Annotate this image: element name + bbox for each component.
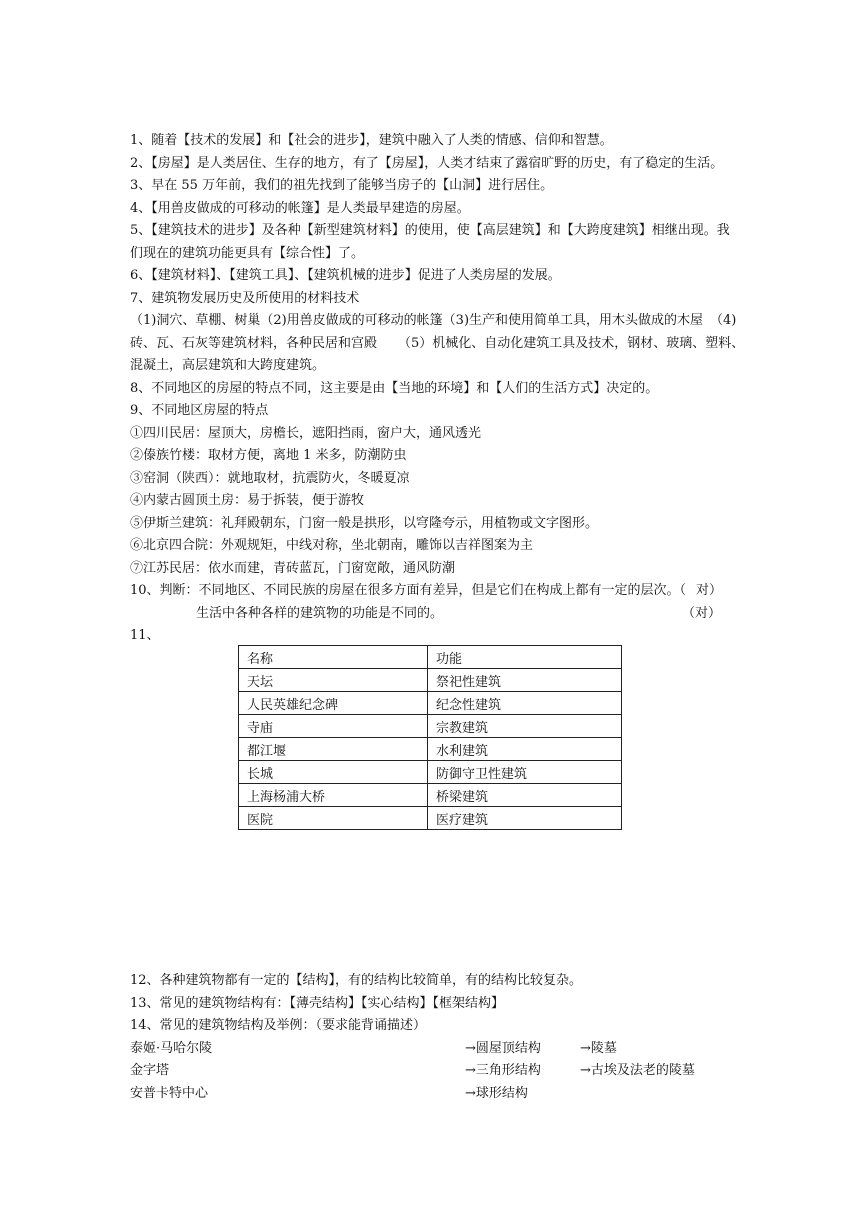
house-feature-5: ⑤伊斯兰建筑：礼拜殿朝东，门窗一般是拱形，以穹隆夸示，用植物或文字图形。 — [130, 516, 599, 531]
house-feature-4: ④内蒙古圆顶土房：易于拆装，便于游牧 — [130, 493, 365, 508]
cell-function: 宗教建筑 — [428, 715, 622, 738]
cell-function: 医疗建筑 — [428, 807, 622, 830]
cell-function: 防御守卫性建筑 — [428, 761, 622, 784]
header-name: 名称 — [239, 646, 428, 669]
note-6: 6、【建筑材料】、【建筑工具】、【建筑机械的进步】促进了人类房屋的发展。 — [130, 268, 561, 283]
table-row — [239, 669, 622, 692]
example-structure: →球形结构 — [465, 1086, 528, 1101]
cell-function: 水利建筑 — [428, 738, 622, 761]
note-11-label: 11、 — [130, 628, 160, 643]
house-feature-6: ⑥北京四合院：外观规矩，中线对称，坐北朝南，雕饰以吉祥图案为主 — [130, 538, 534, 553]
table-row — [239, 715, 622, 738]
note-14: 14、常见的建筑物结构及举例：（要求能背诵描述） — [130, 1018, 427, 1033]
example-structure: →圆屋顶结构 — [465, 1041, 541, 1056]
table-header-row — [239, 646, 622, 669]
table-body — [239, 646, 622, 830]
cell-name: 人民英雄纪念碑 — [239, 692, 428, 715]
house-feature-2: ②傣族竹楼：取材方便，离地 1 米多，防潮防虫 — [130, 448, 407, 463]
header-function: 功能 — [428, 646, 622, 669]
note-7-line-2: 砖、瓦、石灰等建筑材料，各种民居和宫殿 — [130, 336, 378, 351]
note-5-line-2: 们现在的建筑功能更具有【综合性】了。 — [130, 246, 365, 261]
cell-name: 天坛 — [239, 669, 428, 692]
example-name: 安普卡特中心 — [130, 1086, 209, 1101]
table-row — [239, 784, 622, 807]
example-note: →陵墓 — [580, 1041, 617, 1056]
example-structure: →三角形结构 — [465, 1063, 541, 1078]
cell-function: 纪念性建筑 — [428, 692, 622, 715]
note-7-line-1-tail: （4) — [710, 313, 737, 328]
house-feature-1: ①四川民居：屋顶大，房檐长，遮阳挡雨，窗户大，通风透光 — [130, 426, 482, 441]
note-10-answer-2: （对） — [682, 606, 722, 621]
table-row — [239, 761, 622, 784]
note-10-answer-1: 对） — [696, 583, 723, 598]
note-4: 4、【用兽皮做成的可移动的帐篷】是人类最早建造的房屋。 — [130, 201, 470, 216]
note-10-line-1: 10、判断：不同地区、不同民族的房屋在很多方面有差异，但是它们在构成上都有一定的层次。（ — [130, 583, 687, 598]
note-7-line-1: （1)洞穴、草棚、树巢（2)用兽皮做成的可移动的帐篷（3)生产和使用简单工具，用木头做成的木屋 — [130, 313, 704, 328]
note-7-line-3: 混凝土，高层建筑和大跨度建筑。 — [130, 358, 326, 373]
note-10-line-2: 生活中各种各样的建筑物的功能是不同的。 — [196, 606, 444, 621]
note-13: 13、常见的建筑物结构有：【薄壳结构】【实心结构】【框架结构】 — [130, 996, 505, 1011]
building-function-table — [238, 645, 622, 830]
cell-name: 寺庙 — [239, 715, 428, 738]
note-9-heading: 9、不同地区房屋的特点 — [130, 403, 269, 418]
note-2: 2、【房屋】是人类居住、生存的地方，有了【房屋】，人类才结束了露宿旷野的历史，有了稳定的生活。 — [130, 156, 724, 171]
cell-name: 医院 — [239, 807, 428, 830]
cell-name: 上海杨浦大桥 — [239, 784, 428, 807]
house-feature-7: ⑦江苏民居：依水而建，青砖蓝瓦，门窗宽敞，通风防潮 — [130, 561, 456, 576]
cell-name: 都江堰 — [239, 738, 428, 761]
cell-name: 长城 — [239, 761, 428, 784]
table-row — [239, 807, 622, 830]
table-row — [239, 738, 622, 761]
cell-function: 桥梁建筑 — [428, 784, 622, 807]
note-7-heading: 7、建筑物发展历史及所使用的材料技术 — [130, 291, 360, 306]
note-12: 12、各种建筑物都有一定的【结构】，有的结构比较简单，有的结构比较复杂。 — [130, 973, 583, 988]
example-name: 金字塔 — [130, 1063, 170, 1078]
note-8: 8、不同地区的房屋的特点不同，这主要是由【当地的环境】和【人们的生活方式】决定的。 — [130, 381, 659, 396]
house-feature-3: ③窑洞（陕西）：就地取材，抗震防火，冬暖夏凉 — [130, 471, 410, 486]
note-7-line-2-tail: （5）机械化、自动化建筑工具及技术，钢材、玻璃、塑料、 — [398, 336, 745, 351]
example-name: 泰姬·马哈尔陵 — [130, 1041, 213, 1056]
note-5-line-1: 5、【建筑技术的进步】及各种【新型建筑材料】的使用，使【高层建筑】和【大跨度建筑】相继出现。我 — [130, 223, 730, 238]
note-3: 3、早在 55 万年前，我们的祖先找到了能够当房子的【山洞】进行居住。 — [130, 178, 554, 193]
table-row — [239, 692, 622, 715]
example-note: →古埃及法老的陵墓 — [580, 1063, 695, 1078]
note-1: 1、随着【技术的发展】和【社会的进步】，建筑中融入了人类的情感、信仰和智慧。 — [130, 133, 613, 148]
cell-function: 祭祀性建筑 — [428, 669, 622, 692]
